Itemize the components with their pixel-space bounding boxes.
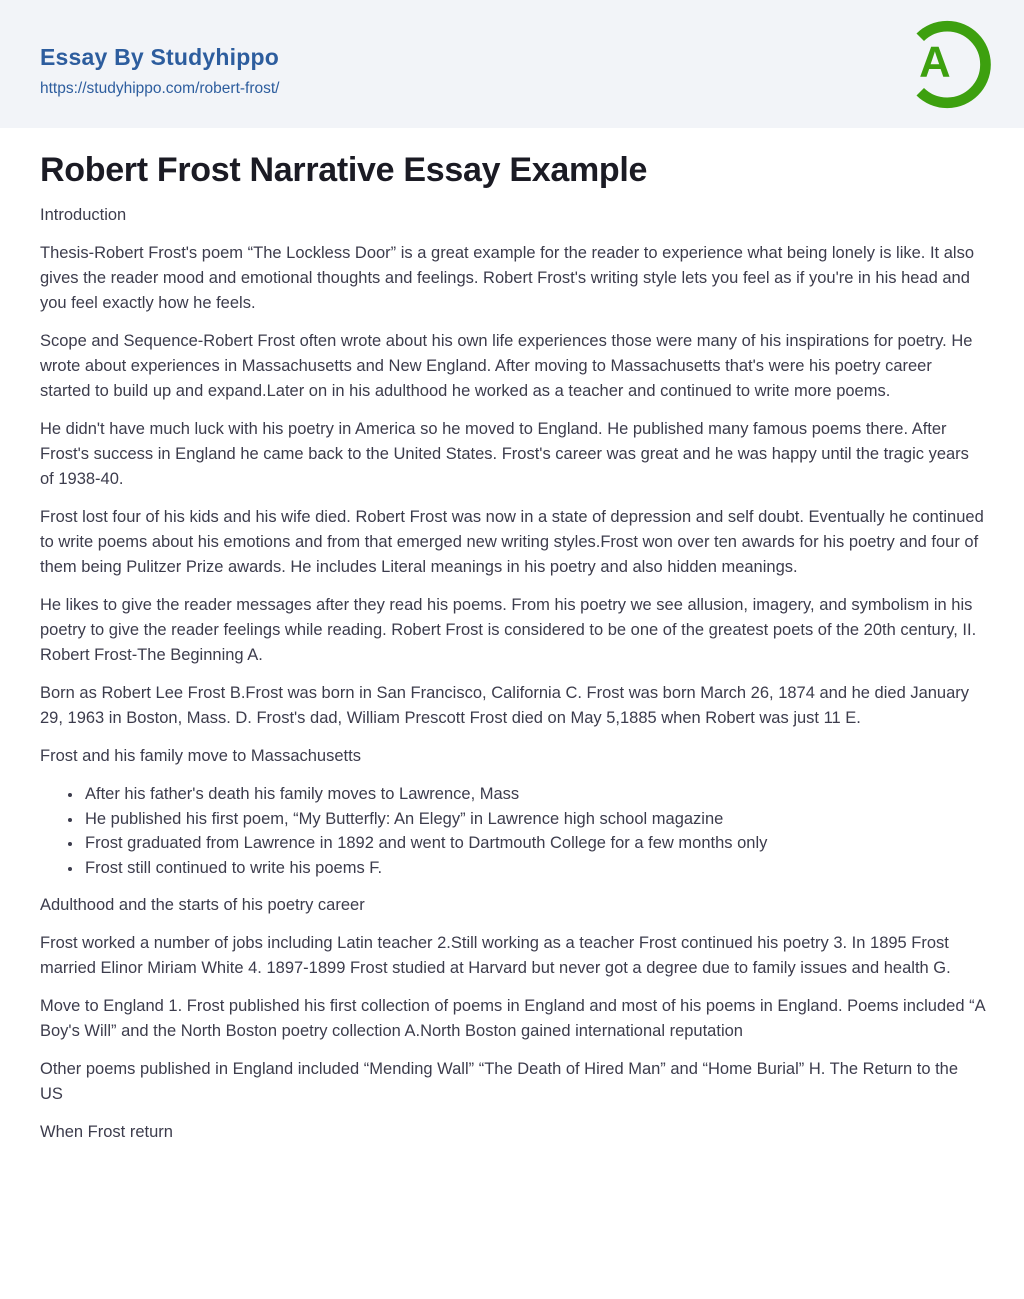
paragraph-thesis: Thesis-Robert Frost's poem “The Lockless Door” is a great example for the reader to experience what being lonely is like. It also gives the reader mood and emotional thoughts and feelings. Robert Frost's writing style lets you feel as if you're in his head and you feel exactly how he feels. (40, 244, 974, 312)
paragraph-jobs: Frost worked a number of jobs including Latin teacher 2.Still working as a teacher Frost continued his poetry 3. In 1895 Frost married Elinor Miriam White 4. 1897-1899 Frost studied at Harvard but never got a degree due to family issues and health G. (40, 934, 951, 977)
section-heading-adulthood: Adulthood and the starts of his poetry career (40, 896, 365, 914)
paragraph-move-to-england: Move to England 1. Frost published his first collection of poems in England and most of his poems in England. Poems included “A Boy's Will” and the North Boston poetry collection A.North Boston gained international reputation (40, 997, 985, 1040)
header-text-block (40, 43, 280, 98)
paragraph-tragedy: Frost lost four of his kids and his wife died. Robert Frost was now in a state of depression and self doubt. Eventually he continued to write poems about his emotions and from that emerged new writing styles.Frost won over ten awards for his poetry and four of them being Pulitzer Prize awards. He includes Literal meanings in his poetry and also hidden meanings. (40, 508, 984, 576)
site-header (0, 0, 1024, 128)
studyhippo-logo-icon (899, 16, 996, 113)
paragraph-england-move: He didn't have much luck with his poetry in America so he moved to England. He published many famous poems there. After Frost's success in England he came back to the United States. Frost's career was great and he was happy until the tragic years of 1938-40. (40, 420, 969, 488)
paragraph-scope: Scope and Sequence-Robert Frost often wrote about his own life experiences those were many of his inspirations for poetry. He wrote about experiences in Massachusetts and New England. After moving to Massachusetts that's were his poetry career started to build up and expand.Later on in his adulthood he worked as a teacher and continued to write more poems. (40, 332, 973, 400)
paragraph-birth: Born as Robert Lee Frost B.Frost was born in San Francisco, California C. Frost was born March 26, 1874 and he died January 29, 1963 in Boston, Mass. D. Frost's dad, William Prescott Frost died on May 5,1885 when Robert was just 11 E. (40, 684, 970, 727)
paragraph-other-poems: Other poems published in England included “Mending Wall” “The Death of Hired Man” and “Home Burial” H. The Return to the US (40, 1060, 959, 1103)
list-item: • Frost still continued to write his poems F. (83, 856, 985, 881)
section-heading-family-move: Frost and his family move to Massachusetts (40, 747, 361, 765)
list-item: • He published his first poem, “My Butterfly: An Elegy” in Lawrence high school magazine (83, 807, 985, 832)
intro-label: Introduction (40, 206, 127, 224)
paragraph-return: When Frost return (40, 1123, 173, 1141)
logo-letter: A (919, 37, 951, 87)
site-title: Essay By Studyhippo (40, 43, 279, 70)
source-url-link[interactable]: https://studyhippo.com/robert-frost/ (40, 79, 280, 97)
list-item: • After his father's death his family moves to Lawrence, Mass (83, 782, 985, 807)
paragraph-messages: He likes to give the reader messages after they read his poems. From his poetry we see allusion, imagery, and symbolism in his poetry to give the reader feelings while reading. Robert Frost is considered to be one of the greatest poets of the 20th century, II. Robert Frost-The Beginning A. (40, 596, 977, 664)
facts-list (40, 782, 985, 880)
essay-content (0, 128, 1024, 1218)
essay-title: Robert Frost Narrative Essay Example (40, 151, 648, 189)
list-item: • Frost graduated from Lawrence in 1892 and went to Dartmouth College for a few months only (83, 831, 985, 856)
